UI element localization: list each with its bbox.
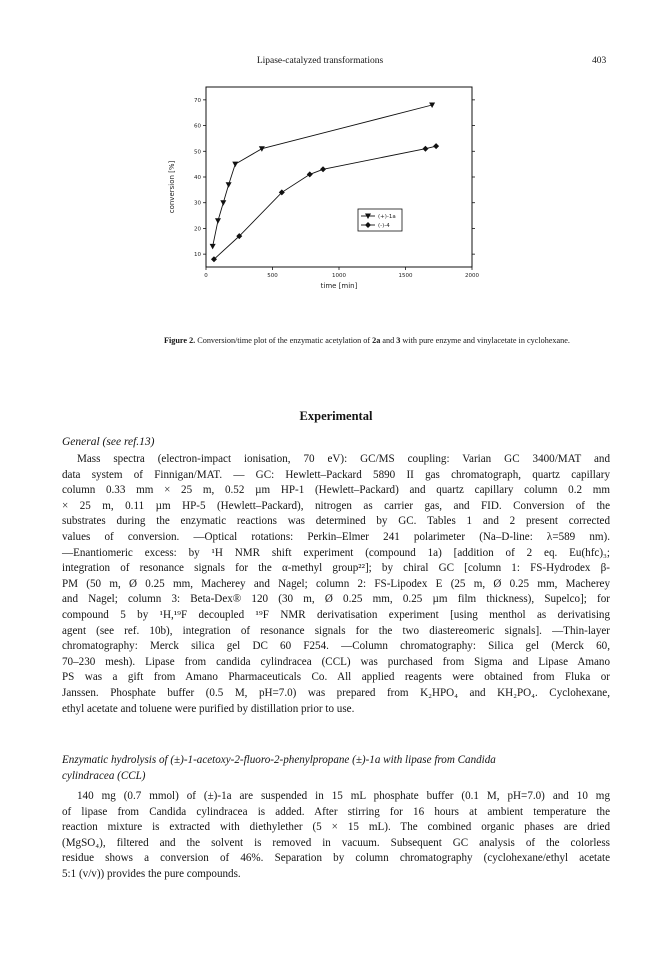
text-line: residue shows a conversion of 46%. Separation by column chromatography (cyclohexane/ethyl acetate (62, 852, 610, 865)
text-line: chromatography: Merck silica gel DC 60 F254. —Column chromatography: Silica gel (Merck 60, (62, 640, 610, 653)
y-tick-label: 30 (194, 200, 201, 207)
subsection-hydrolysis-line2: cylindracea (CCL) (62, 769, 146, 782)
text-line: × 25 m, 0.11 µm HP-5 (Hewlett–Packard), nitrogen as carrier gas, and FID. Conversion of the (62, 499, 610, 512)
y-tick-label: 50 (194, 149, 201, 156)
text-line: column 0.33 mm × 25 m, 0.52 µm HP-1 (Hewlett–Packard) and quartz capillary column 0.2 mm (62, 484, 610, 497)
data-point-series-1 (433, 143, 439, 149)
text-line: compound 5 by ¹H,¹⁹F decoupled ¹⁹F NMR derivatisation experiment [using menthol as derivatising (62, 608, 610, 621)
data-point-series-1 (320, 166, 326, 172)
data-point-series-0 (215, 218, 221, 224)
text-line: Mass spectra (electron-impact ionisation, 70 eV): GC/MS coupling: Varian GC 3400/MAT and (77, 453, 610, 465)
data-point-series-0 (210, 244, 216, 250)
text-line: 5:1 (v/v)) provides the pure compounds. (62, 867, 241, 880)
text-line: ethyl acetate and toluene were purified by distillation prior to use. (62, 702, 355, 715)
chart-svg (160, 85, 500, 305)
y-tick-label: 20 (194, 226, 201, 233)
figure-caption (164, 335, 614, 346)
caption-compound-2a: 2a (372, 336, 381, 345)
x-tick-label: 2000 (465, 273, 479, 279)
caption-label: Figure 2. (164, 336, 196, 345)
subsection-hydrolysis-line1: Enzymatic hydrolysis of (±)-1-acetoxy-2-fluoro-2-phenylpropane (±)-1a with lipase from Candida (62, 754, 496, 766)
text-line: 70–230 mesh). Lipase from candida cylindracea (CCL) was purchased from Sigma and Lipase Amano (62, 655, 610, 668)
data-point-series-0 (232, 162, 238, 168)
text-line: values of conversion. —Optical rotations: Perkin–Elmer 241 polarimeter (Na–D-line: λ=589 nm). (62, 530, 610, 543)
caption-text-3: with pure enzyme and vinylacetate in cyclohexane. (400, 336, 570, 345)
data-point-series-1 (422, 146, 428, 152)
running-title: Lipase-catalyzed transformations (256, 56, 384, 66)
legend-label: (-)-4 (378, 223, 390, 229)
page-number: 403 (592, 56, 607, 66)
x-tick-label: 0 (204, 273, 208, 279)
subsection-general: General (see ref.13) (62, 436, 155, 448)
text-line: integration of resonance signals for the α-methyl group²²]; by chiral GC [column 1: FS-Hydrodex β- (62, 562, 610, 575)
x-tick-label: 1500 (398, 273, 413, 279)
y-tick-label: 70 (194, 97, 201, 104)
text-line: data system of Finnigan/MAT. — GC: Hewlett–Packard 5890 II gas chromatograph, quartz capillary (62, 468, 610, 481)
text-line: agent (see ref. 10b), integration of resonance signals for the two diastereomeric signals]. —Thin-layer (62, 624, 610, 637)
plot-frame (206, 87, 472, 267)
section-heading-experimental: Experimental (299, 409, 373, 423)
text-line: Janssen. Phosphate buffer (0.5 M, pH=7.0) was prepared from K₂HPO₄ and KH₂PO₄. Cyclohexane, (62, 686, 610, 699)
y-tick-label: 60 (194, 123, 201, 130)
caption-text-1: Conversion/time plot of the enzymatic acetylation of (195, 336, 373, 345)
x-tick-label: 1000 (332, 273, 346, 279)
text-line: of lipase from Candida cylindracea is added. After stirring for 16 hours at ambient temperature the (62, 805, 610, 818)
text-line: —Enantiomeric excess: by ¹H NMR shift experiment (compound 1a) [addition of 2 eq. Eu(hfc)₃; (62, 546, 610, 559)
text-line: (MgSO₄), filtered and the solvent is removed in vacuum. Subsequent GC analysis of the colorless (62, 836, 610, 849)
text-line: reaction mixture is extracted with diethylether (5 × 15 mL). The combined organic phases are dried (62, 821, 610, 834)
caption-text-2: and (380, 336, 397, 345)
text-line: PM (50 m, Ø 0.25 mm, Macherey and Nagel; column 2: FS-Lipodex E (25 m, Ø 0.25 mm, Macherey (62, 577, 610, 590)
text-line: PS was a gift from Amano Pharmaceuticals Co. All applied reagents were obtained from Fluka or (62, 671, 610, 684)
general-paragraph (62, 452, 610, 717)
caption-compound-3: 3 (396, 336, 401, 345)
conversion-time-chart (160, 85, 500, 305)
text-line: and Nagel; column 3: Beta-Dex® 120 (30 m, Ø 0.25 mm, 0.25 µm film thickness), Supelco]; for (62, 593, 610, 606)
y-tick-label: 10 (194, 252, 201, 259)
data-point-series-1 (307, 171, 313, 177)
x-axis-title: time [min] (320, 282, 358, 290)
y-tick-label: 40 (194, 175, 201, 181)
legend-label: (+)-1a (378, 214, 396, 220)
x-tick-label: 500 (267, 273, 278, 279)
y-axis-title: conversion [%] (168, 160, 176, 214)
subsection-hydrolysis (62, 753, 610, 784)
text-line: 140 mg (0.7 mmol) of (±)-1a are suspended in 15 mL phosphate buffer (0.1 M, pH=7.0) and 10 mg (77, 790, 610, 802)
text-line: substrates during the enzymatic reactions was determined by GC. Tables 1 and 2 present corrected (62, 515, 610, 528)
hydrolysis-paragraph (62, 789, 610, 883)
data-point-series-0 (259, 146, 265, 152)
data-point-series-0 (220, 200, 226, 206)
data-point-series-0 (226, 182, 232, 188)
series-line-1 (214, 146, 436, 259)
